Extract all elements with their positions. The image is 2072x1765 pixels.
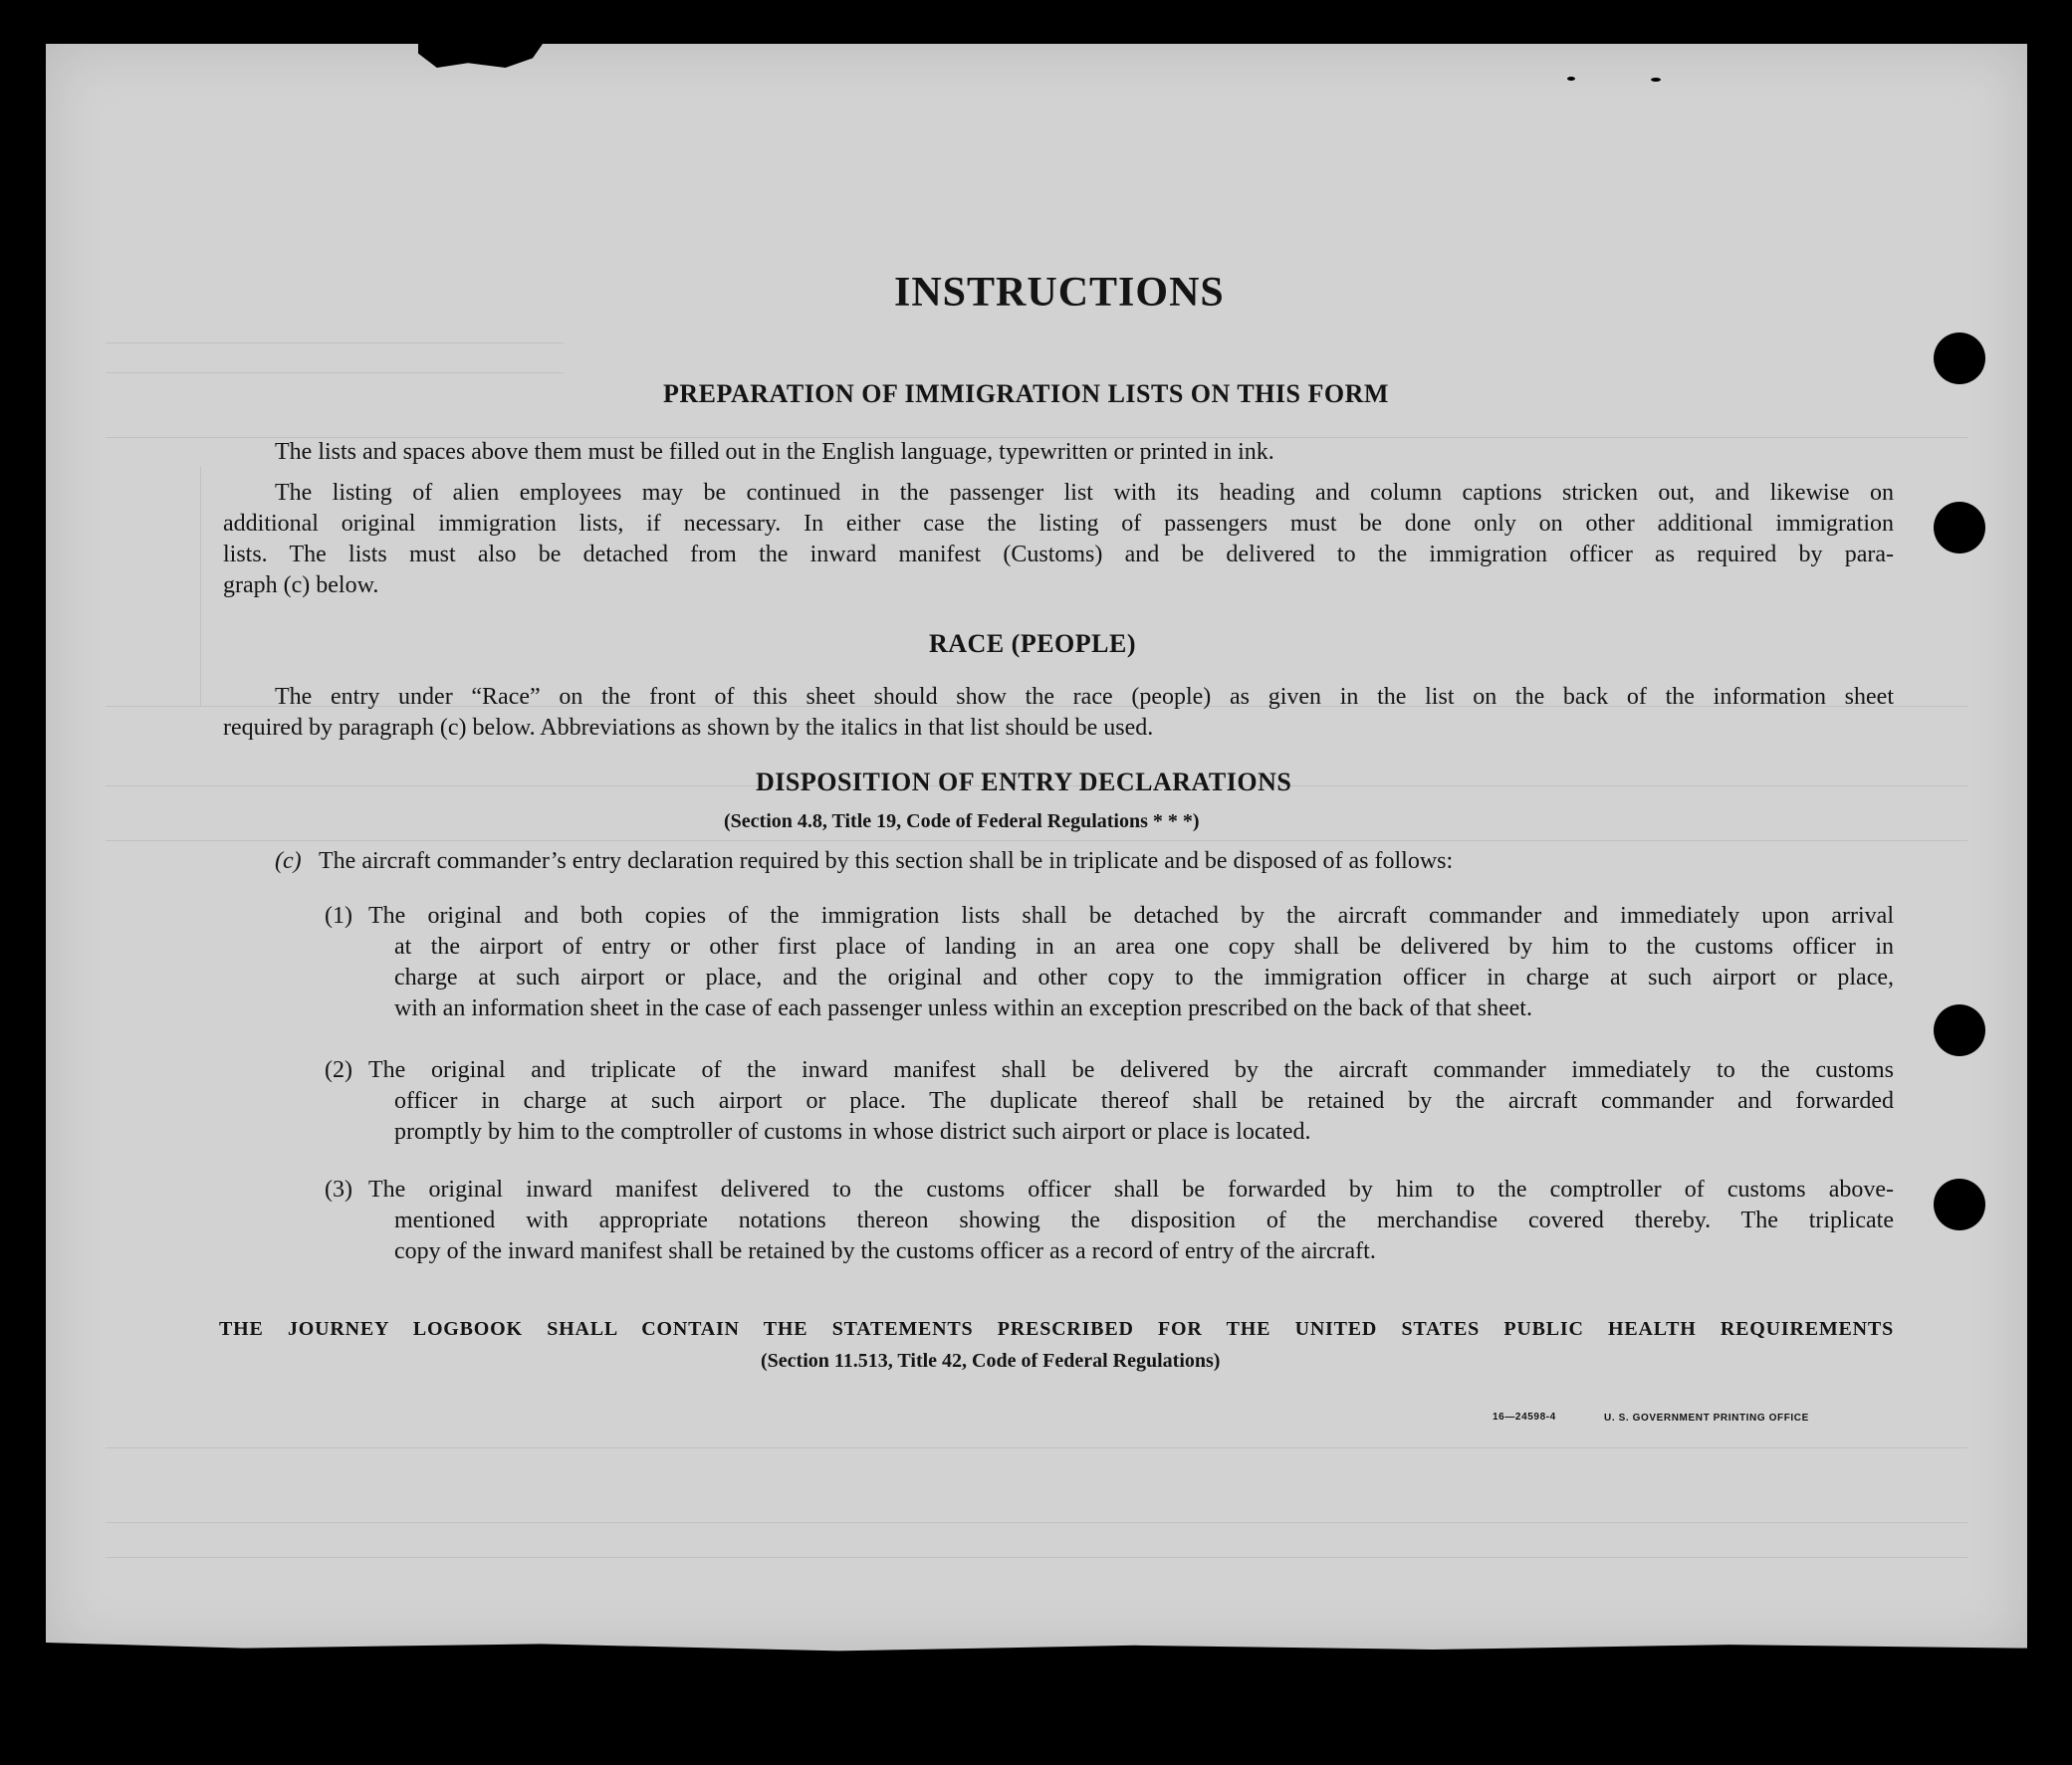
- list-item: [368, 901, 1894, 1024]
- paragraph-alien-employees: [223, 478, 1894, 601]
- printer-imprint: U. S. GOVERNMENT PRINTING OFFICE: [1604, 1413, 1809, 1424]
- item-number: (1): [325, 903, 352, 929]
- paragraph-line: graph (c) below.: [223, 572, 379, 598]
- paragraph-line: at the airport of entry or other first place of landing in an area one copy shall be delivered by him to the customs officer in: [394, 934, 1894, 960]
- page-title: INSTRUCTIONS: [894, 270, 1225, 316]
- list-item: [368, 1055, 1894, 1148]
- paragraph-race: [223, 682, 1894, 744]
- print-code: 16—24598-4: [1493, 1412, 1556, 1423]
- paragraph-line: promptly by him to the comptroller of customs in whose district such airport or place is located.: [394, 1119, 1311, 1145]
- section-citation: (Section 4.8, Title 19, Code of Federal Regulations * * *): [724, 810, 1200, 832]
- paragraph-line: The original and triplicate of the inward manifest shall be delivered by the aircraft commander immediately to the customs: [368, 1057, 1894, 1083]
- paragraph-line: mentioned with appropriate notations thereon showing the disposition of the merchandise covered thereby. The triplicate: [394, 1208, 1894, 1233]
- paragraph-line: copy of the inward manifest shall be retained by the customs officer as a record of entry of the aircraft.: [394, 1238, 1376, 1264]
- item-number: (3): [325, 1177, 352, 1203]
- paragraph-language: The lists and spaces above them must be filled out in the English language, typewritten or printed in ink.: [275, 439, 1274, 465]
- paragraph-line: required by paragraph (c) below. Abbreviations as shown by the italics in that list should be used.: [223, 715, 1154, 741]
- section-heading-disposition: DISPOSITION OF ENTRY DECLARATIONS: [756, 768, 1292, 796]
- paragraph-line: lists. The lists must also be detached from the inward manifest (Customs) and be delivered to the immigration officer as required by para-: [223, 542, 1894, 567]
- punch-hole-top: [1934, 332, 1985, 384]
- paragraph-line: additional original immigration lists, if necessary. In either case the listing of passengers must be done only on other additional immigration: [223, 511, 1894, 537]
- intro-label: (c): [275, 848, 302, 874]
- section-heading-race: RACE (PEOPLE): [929, 629, 1136, 658]
- document-page: [46, 44, 2027, 1653]
- paragraph-line: The original and both copies of the immigration lists shall be detached by the aircraft commander and immediately upon arrival: [368, 903, 1894, 929]
- paragraph-line: charge at such airport or place, and the original and other copy to the immigration officer in charge at such airport or place,: [394, 965, 1894, 991]
- punch-hole: [1934, 1179, 1985, 1230]
- punch-hole: [1934, 1004, 1985, 1056]
- list-item: [368, 1175, 1894, 1267]
- speck: [1380, 1745, 1404, 1755]
- paragraph-line: officer in charge at such airport or place. The duplicate thereof shall be retained by the aircraft commander and forwarded: [394, 1088, 1894, 1114]
- paragraph-line: with an information sheet in the case of each passenger unless within an exception prescribed on the back of that sheet.: [394, 995, 1532, 1021]
- footer-citation: (Section 11.513, Title 42, Code of Federal Regulations): [761, 1350, 1221, 1372]
- punch-hole: [1934, 502, 1985, 553]
- paragraph-line: The original inward manifest delivered to the customs officer shall be forwarded by him to the comptroller of customs above-: [368, 1177, 1894, 1203]
- section-heading-preparation: PREPARATION OF IMMIGRATION LISTS ON THIS FORM: [663, 379, 1389, 408]
- speck: [1651, 78, 1661, 82]
- item-number: (2): [325, 1057, 352, 1083]
- speck: [1567, 77, 1575, 81]
- paragraph-line: The listing of alien employees may be continued in the passenger list with its heading and column captions stricken out, and likewise on: [275, 480, 1894, 506]
- footer-statement: THE JOURNEY LOGBOOK SHALL CONTAIN THE STATEMENTS PRESCRIBED FOR THE UNITED STATES PUBLIC HEALTH REQUIREMENTS: [219, 1318, 1894, 1340]
- paragraph-line: The entry under “Race” on the front of this sheet should show the race (people) as given in the list on the back of the information sheet: [275, 684, 1894, 710]
- intro-paragraph: The aircraft commander’s entry declaration required by this section shall be in triplicate and be disposed of as follows:: [319, 848, 1454, 874]
